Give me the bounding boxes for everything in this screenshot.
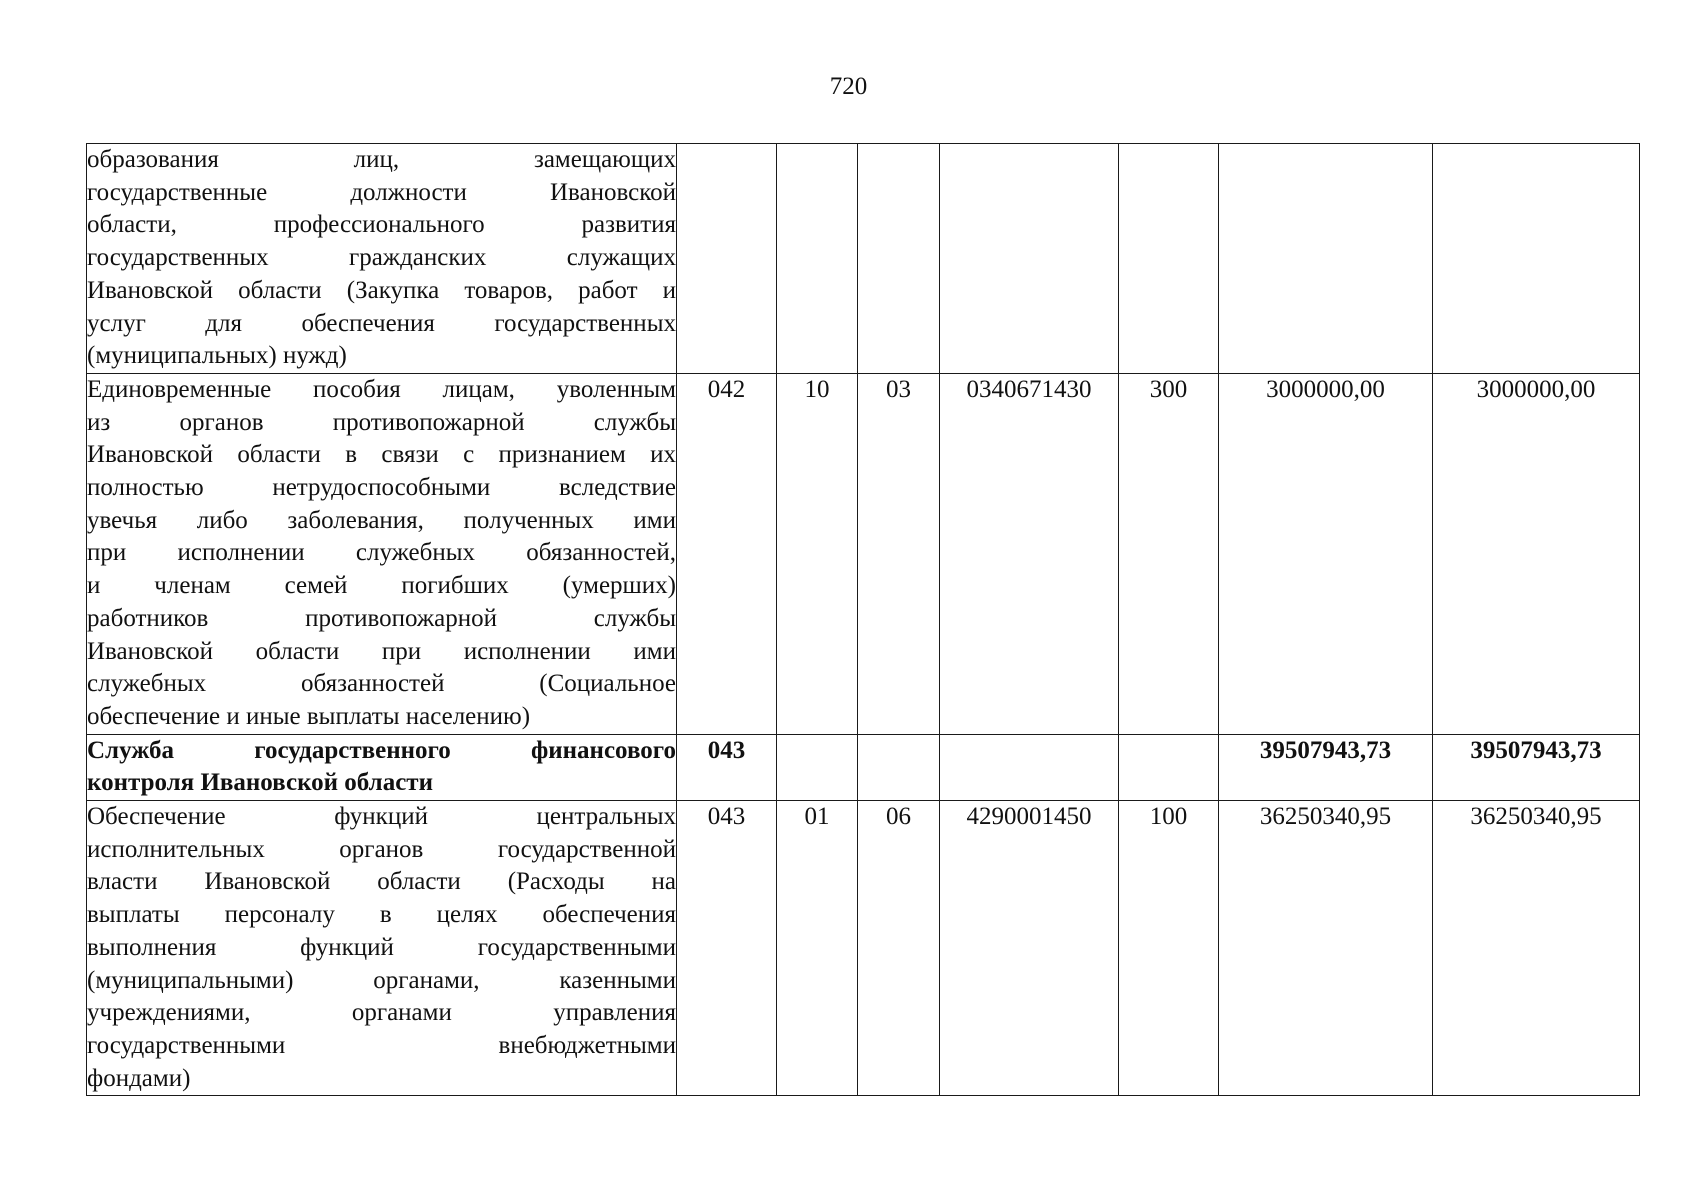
description-line: государственных гражданских служащих [87,244,676,272]
subsection-code-cell: 03 [858,373,940,734]
target-article-cell [940,734,1119,800]
subsection-code-cell: 06 [858,801,940,1096]
subsection-code-cell [858,734,940,800]
description-line: полностью нетрудоспособными вследствие [87,474,676,502]
description-line: и членам семей погибших (умерших) [87,572,676,600]
description-line: Служба государственного финансового [87,736,676,764]
subsection-code-cell [858,144,940,374]
description-line: работников противопожарной службы [87,604,676,632]
description-line: области, профессионального развития [87,211,676,239]
description-line: контроля Ивановской области [87,769,433,797]
amount-year-1-cell: 36250340,95 [1219,801,1433,1096]
expense-type-cell: 300 [1119,373,1219,734]
description-line: из органов противопожарной службы [87,408,676,436]
description-line: Ивановской области при исполнении ими [87,637,676,665]
description-line: при исполнении служебных обязанностей, [87,539,676,567]
ministry-code-cell [677,144,777,374]
page-number: 720 [829,73,868,100]
table-row [87,801,1640,1096]
expense-type-cell [1119,734,1219,800]
expense-type-cell: 100 [1119,801,1219,1096]
section-code-cell [777,144,858,374]
ministry-code-cell: 042 [677,373,777,734]
description-cell [87,734,677,800]
description-line: (муниципальными) органами, казенными [87,966,676,994]
section-code-cell: 01 [777,801,858,1096]
description-line: Ивановской области (Закупка товаров, работ и [87,276,676,304]
description-line: выполнения функций государственными [87,933,676,961]
description-cell [87,373,677,734]
description-line: увечья либо заболевания, полученных ими [87,506,676,534]
amount-year-2-cell: 39507943,73 [1433,734,1640,800]
section-code-cell: 10 [777,373,858,734]
target-article-cell: 0340671430 [940,373,1119,734]
amount-year-1-cell: 3000000,00 [1219,373,1433,734]
description-line: власти Ивановской области (Расходы на [87,868,676,896]
description-line: государственные должности Ивановской [87,178,676,206]
description-line: фондами) [87,1064,191,1092]
description-line: выплаты персоналу в целях обеспечения [87,901,676,929]
description-line: Обеспечение функций центральных [87,803,676,831]
description-line: образования лиц, замещающих [87,146,676,173]
description-line: (муниципальных) нужд) [87,342,347,370]
description-cell [87,144,677,374]
description-line: Единовременные пособия лицам, уволенным [87,375,676,403]
table-row [87,144,1640,374]
description-line: служебных обязанностей (Социальное [87,670,676,698]
ministry-code-cell: 043 [677,801,777,1096]
amount-year-2-cell: 36250340,95 [1433,801,1640,1096]
section-code-cell [777,734,858,800]
budget-table [86,143,1640,1096]
table-row [87,734,1640,800]
amount-year-1-cell [1219,144,1433,374]
description-line: Ивановской области в связи с признанием их [87,441,676,469]
description-line: услуг для обеспечения государственных [87,309,676,337]
table-row [87,373,1640,734]
target-article-cell: 4290001450 [940,801,1119,1096]
amount-year-2-cell: 3000000,00 [1433,373,1640,734]
amount-year-1-cell: 39507943,73 [1219,734,1433,800]
description-cell [87,801,677,1096]
expense-type-cell [1119,144,1219,374]
budget-table-body [87,144,1640,1096]
description-line: государственными внебюджетными [87,1031,676,1059]
description-line: обеспечение и иные выплаты населению) [87,702,531,730]
target-article-cell [940,144,1119,374]
ministry-code-cell: 043 [677,734,777,800]
description-line: учреждениями, органами управления [87,999,676,1027]
amount-year-2-cell [1433,144,1640,374]
description-line: исполнительных органов государственной [87,835,676,863]
